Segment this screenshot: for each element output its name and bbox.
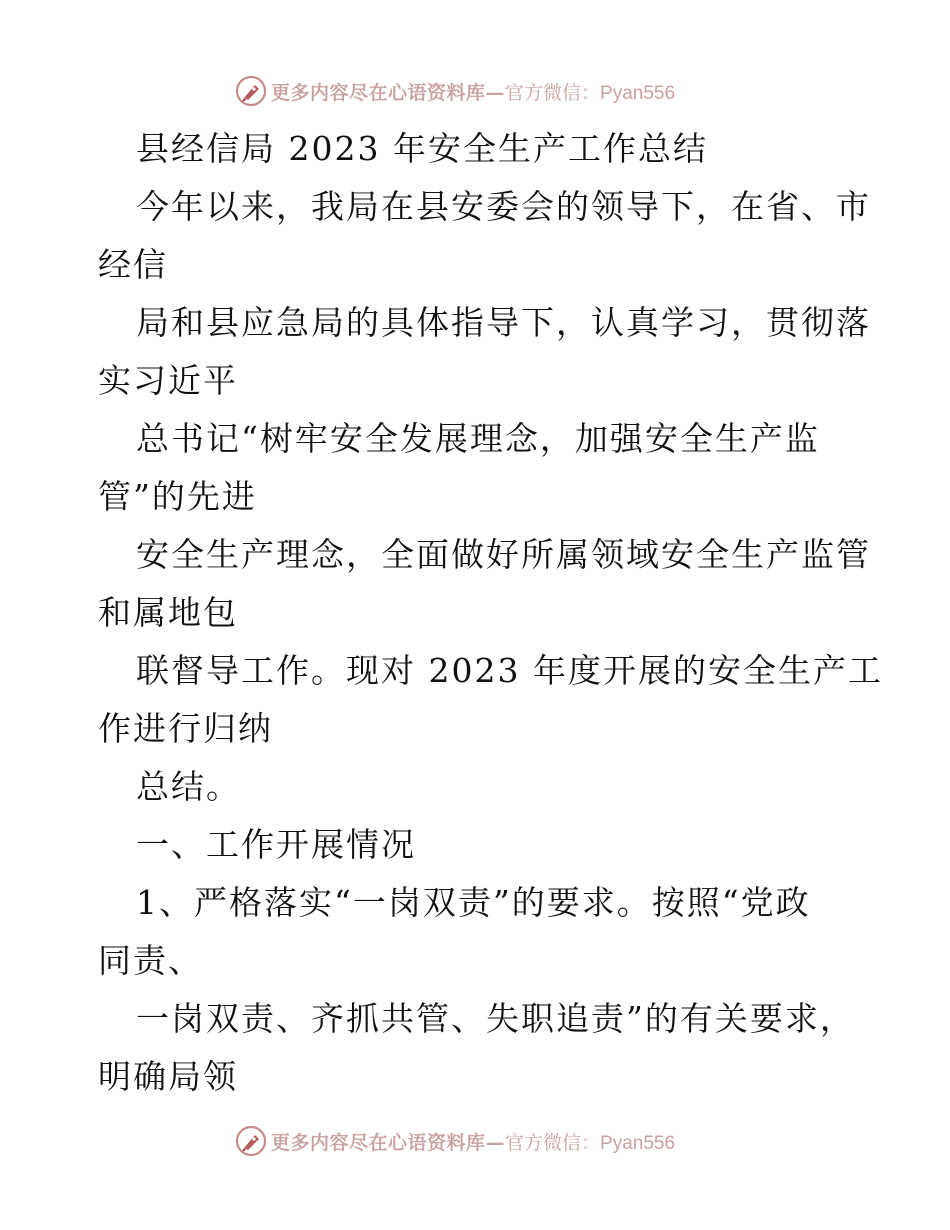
text-line: 1、严格落实“一岗双责”的要求。按照“党政 xyxy=(136,883,811,922)
text-line: 联督导工作。现对 2023 年度开展的安全生产工 xyxy=(136,651,883,690)
pen-nib-logo-icon xyxy=(235,1125,267,1157)
pen-nib-logo-icon xyxy=(235,75,267,107)
text-line: 局和县应急局的具体指导下，认真学习，贯彻落 xyxy=(136,303,871,342)
watermark-contact-text: 官方微信：Pyan556 xyxy=(505,1132,676,1154)
text-line: 和属地包 xyxy=(98,593,238,632)
text-line: 经信 xyxy=(98,245,168,284)
text-line: 一岗双责、齐抓共管、失职追责”的有关要求， xyxy=(136,999,855,1038)
text-line: 同责、 xyxy=(98,941,203,980)
text-line: 作进行归纳 xyxy=(98,709,273,748)
text-line: 总书记“树牢安全发展理念，加强安全生产监 xyxy=(136,419,820,458)
text-line: 管”的先进 xyxy=(98,477,257,516)
document-title: 县经信局 2023 年安全生产工作总结 xyxy=(136,129,708,168)
text-line: 今年以来，我局在县安委会的领导下，在省、市 xyxy=(136,187,871,226)
text-line: 实习近平 xyxy=(98,361,238,400)
text-line: 总结。 xyxy=(136,767,241,806)
watermark-main-text: 更多内容尽在心语资料库— xyxy=(271,81,506,104)
watermark-contact-text: 官方微信：Pyan556 xyxy=(505,82,676,104)
footer-watermark xyxy=(235,1124,675,1158)
section-heading: 一、工作开展情况 xyxy=(136,825,416,864)
text-line: 安全生产理念，全面做好所属领域安全生产监管 xyxy=(136,535,871,574)
watermark-main-text: 更多内容尽在心语资料库— xyxy=(271,1131,506,1154)
text-line: 明确局领 xyxy=(98,1057,238,1096)
header-watermark xyxy=(235,74,675,108)
